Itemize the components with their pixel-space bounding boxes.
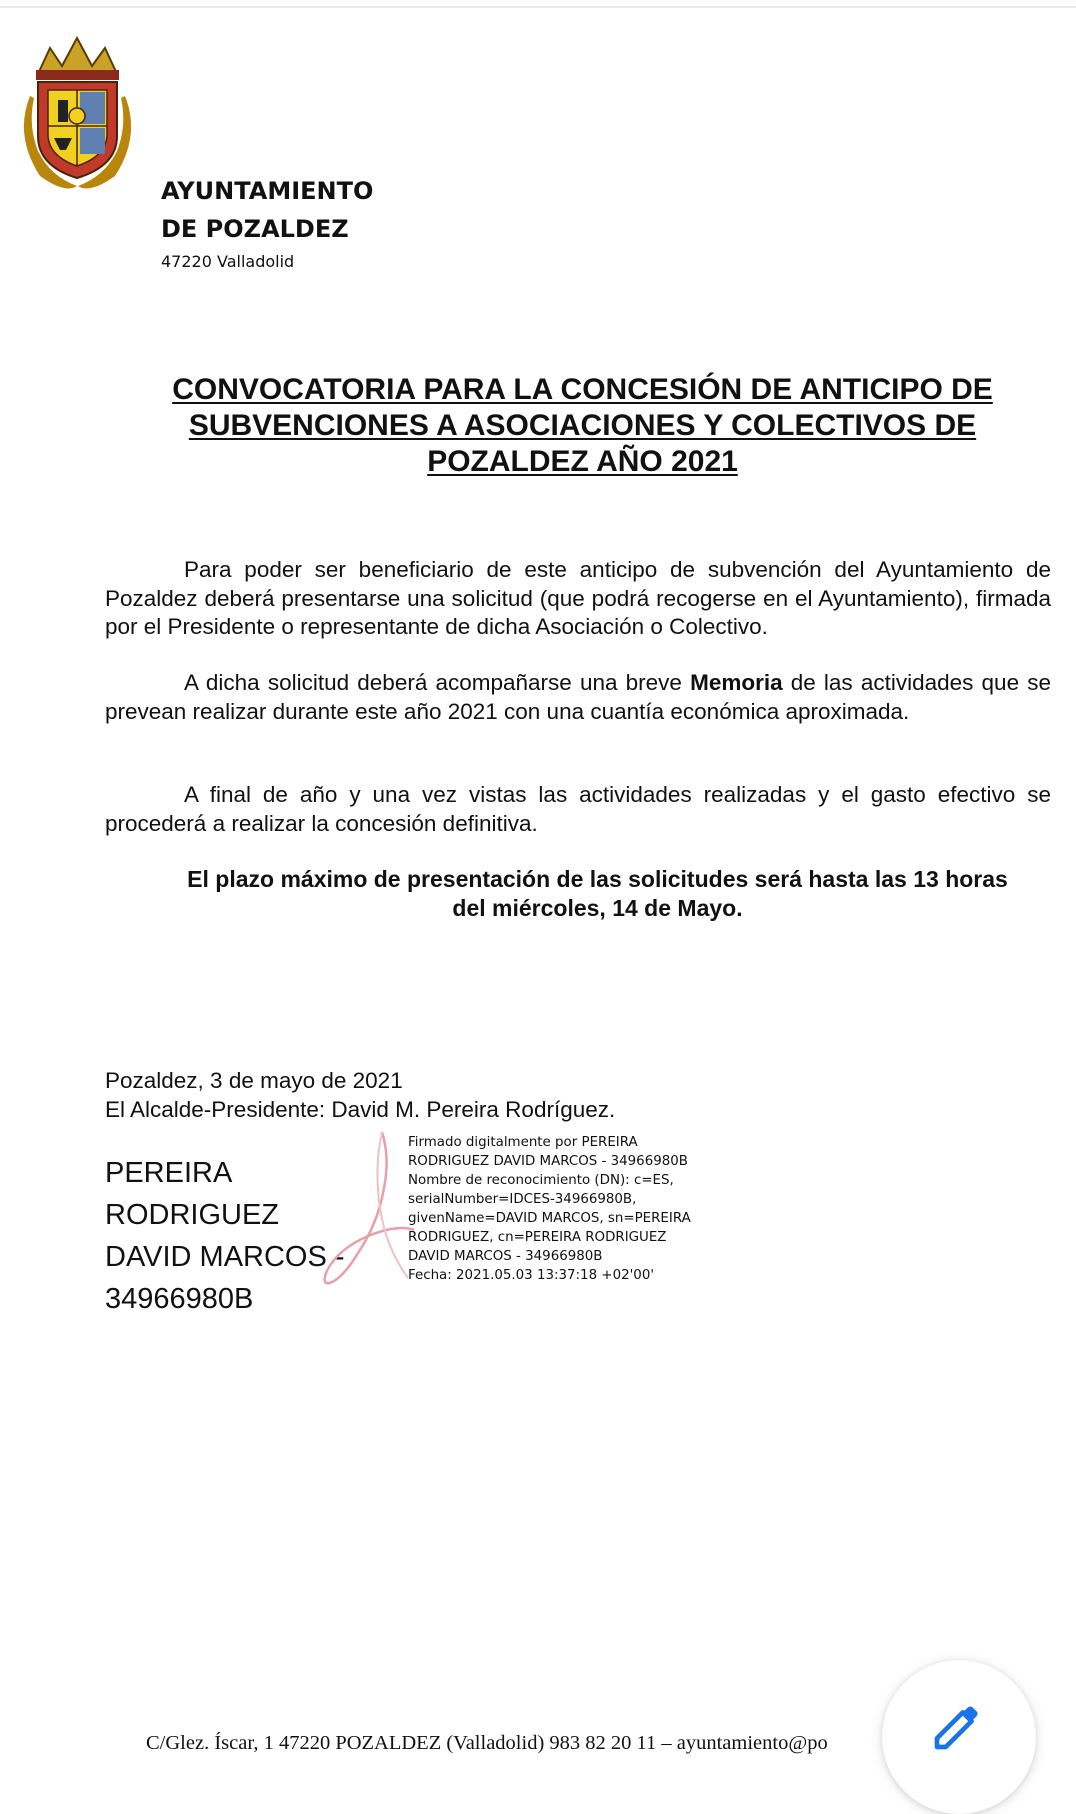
organization-header bbox=[161, 172, 373, 271]
coat-of-arms-icon bbox=[10, 26, 145, 196]
deadline-line1: El plazo máximo de presentación de las solicitudes será hasta las 13 horas bbox=[187, 866, 1008, 892]
signer-name-line2: DAVID MARCOS - bbox=[105, 1241, 345, 1273]
org-name-line2: DE POZALDEZ bbox=[161, 215, 349, 243]
signature-detail-line: givenName=DAVID MARCOS, sn=PEREIRA bbox=[408, 1211, 691, 1226]
footer-address: C/Glez. Íscar, 1 47220 POZALDEZ (Valladolid) 983 82 20 11 – ayuntamiento@po bbox=[146, 1732, 828, 1754]
paragraph-3 bbox=[105, 781, 1051, 838]
mayor-line: El Alcalde-Presidente: David M. Pereira Rodríguez. bbox=[105, 1097, 616, 1122]
deadline-line2: del miércoles, 14 de Mayo. bbox=[452, 895, 743, 921]
signer-name-line3: 34966980B bbox=[105, 1283, 254, 1315]
org-name-line1: AYUNTAMIENTO bbox=[161, 177, 374, 205]
signature-detail-line: RODRIGUEZ DAVID MARCOS - 34966980B bbox=[408, 1154, 688, 1169]
closing-block bbox=[105, 1066, 615, 1124]
org-address: 47220 Valladolid bbox=[161, 252, 295, 271]
signature-detail-line: serialNumber=IDCES-34966980B, bbox=[408, 1192, 637, 1207]
paragraph-1 bbox=[105, 556, 1051, 642]
signature-detail-line: DAVID MARCOS - 34966980B bbox=[408, 1249, 603, 1264]
signature-detail-line: Nombre de reconocimiento (DN): c=ES, bbox=[408, 1173, 674, 1188]
paragraph-2 bbox=[105, 669, 1051, 726]
signature-detail-line: Fecha: 2021.05.03 13:37:18 +02'00' bbox=[408, 1268, 655, 1283]
signer-name-line1: PEREIRA RODRIGUEZ bbox=[105, 1157, 279, 1231]
signature-details bbox=[408, 1133, 708, 1285]
signature-detail-line: RODRIGUEZ, cn=PEREIRA RODRIGUEZ bbox=[408, 1230, 667, 1245]
edit-button[interactable] bbox=[882, 1660, 1036, 1814]
memoria-bold: Memoria bbox=[690, 670, 783, 695]
title-line3: POZALDEZ AÑO 2021 bbox=[427, 445, 738, 478]
document-title bbox=[110, 372, 1055, 480]
place-date: Pozaldez, 3 de mayo de 2021 bbox=[105, 1068, 403, 1093]
paragraph-3-text: A final de año y una vez vistas las actividades realizadas y el gasto efectivo se procederá a realizar la concesión definitiva. bbox=[105, 782, 1051, 836]
deadline-notice bbox=[110, 865, 1076, 923]
paragraph-1-text: Para poder ser beneficiario de este anticipo de subvención del Ayuntamiento de Pozaldez deberá presentarse una solicitud (que podrá recogerse en el Ayuntamiento), firmada por el Presidente o representante de dicha Asociación o Colectivo. bbox=[105, 557, 1051, 639]
paragraph-2-text-a: A dicha solicitud deberá acompañarse una breve bbox=[184, 670, 691, 695]
title-line2: SUBVENCIONES A ASOCIACIONES Y COLECTIVOS DE bbox=[188, 409, 977, 442]
edit-pencil-icon bbox=[930, 1698, 986, 1754]
title-line1: CONVOCATORIA PARA LA CONCESIÓN DE ANTICIPO DE bbox=[172, 373, 993, 406]
digital-signature-mark-icon bbox=[318, 1128, 418, 1293]
paragraph-2-text-b: de las actividades que se prevean realizar durante este año 2021 con una cuantía económica aproximada. bbox=[105, 670, 1051, 724]
top-divider bbox=[0, 6, 1076, 8]
signature-detail-line: Firmado digitalmente por PEREIRA bbox=[408, 1135, 638, 1150]
